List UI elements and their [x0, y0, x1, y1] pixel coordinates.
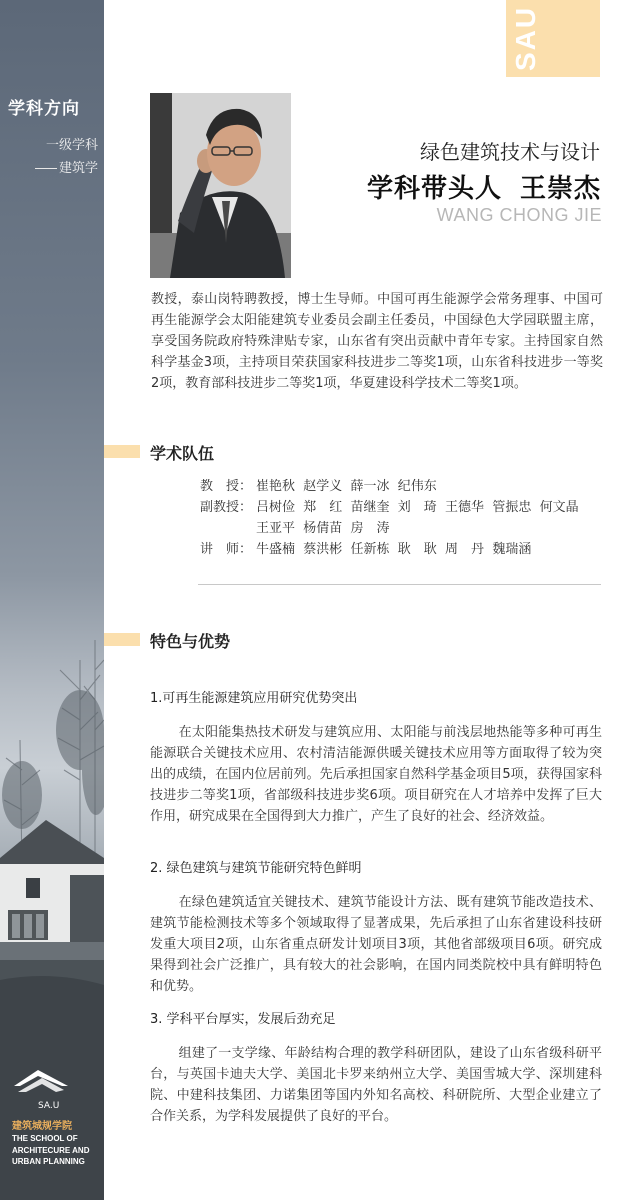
school-name-en — [12, 1133, 89, 1168]
leader-title — [367, 168, 601, 205]
portrait-image — [150, 93, 291, 278]
feature-heading: 1.可再生能源建筑应用研究优势突出 — [150, 691, 358, 706]
school-name-cn: 建筑城规学院 — [12, 1121, 72, 1132]
house-landscape-image — [0, 620, 104, 1200]
team-role: 讲 师： — [200, 542, 253, 557]
feature-heading: 3. 学科平台厚实，发展后劲充足 — [150, 1012, 336, 1027]
sidebar-secondary-discipline — [35, 157, 98, 176]
team-list — [200, 476, 616, 560]
leader-portrait — [150, 93, 291, 278]
leader-bio: 教授，泰山岗特聘教授，博士生导师。中国可再生能源学会常务理事、中国可再生能源学会太阳能建筑专业委员会副主任委员，中国绿色大学园联盟主席，享受国务院政府特殊津贴专家，山东省有突出贡献中青年专家。主持国家自然科学基金3项，主持项目荣获国家科技进步二等奖1项，山东省科技进步一等奖2项，教育部科技进步二等奖1项，华夏建设科学技术二等奖1项。 — [151, 292, 603, 391]
sidebar-primary-discipline: 一级学科 — [45, 138, 98, 153]
logo-text: SA.U — [38, 1101, 60, 1111]
sidebar — [0, 0, 104, 1200]
team-role: 副教授： — [200, 500, 253, 515]
feature-body: 在太阳能集热技术研发与建筑应用、太阳能与前浅层地热能等多种可再生能源联合关键技术应用、农村清洁能源供暖关键技术应用等方面取得了较为突出的成绩，在国内位居前列。先后承担国家自然科学基金项目5项，获得国家科技进步二等奖1项，省部级科技进步奖6项。项目研究在人才培养中发挥了巨大作用，研究成果在全国得到大力推广，产生了良好的社会、经济效益。 — [150, 725, 602, 824]
section-accent-bar — [104, 633, 140, 646]
team-names: 牛盛楠 蔡洪彬 任新栋 耿 耿 周 丹 魏瑞涵 — [256, 542, 532, 557]
feature-body: 组建了一支学缘、年龄结构合理的教学科研团队，建设了山东省级科研平台，与英国卡迪夫大学、美国北卡罗来纳州立大学、美国雪城大学、深圳建科院、中建科技集团、力诺集团等国内外知名高校、科研院所、大型企业建立了合作关系，为学科发展提供了良好的平台。 — [150, 1046, 602, 1124]
team-row — [200, 539, 616, 560]
school-name-en-line: ARCHITECURE AND — [12, 1145, 90, 1155]
leader-name-en: WANG CHONG JIE — [436, 205, 602, 225]
team-names: 崔艳秋 赵学义 薛一冰 纪伟东 — [256, 479, 437, 494]
sidebar-title: 学科方向 — [8, 99, 80, 119]
team-role: 教 授： — [200, 479, 253, 494]
sau-logo-icon — [12, 1066, 70, 1096]
team-row — [200, 497, 616, 539]
team-names: 吕树俭 郑 红 苗继奎 刘 琦 王德华 管振忠 何文晶 王亚平 杨倩苗 房 涛 — [256, 500, 579, 536]
team-row — [200, 476, 616, 497]
team-section-title: 学术队伍 — [150, 444, 215, 463]
section-accent-bar — [104, 445, 140, 458]
accent-vertical-text: SAU — [510, 5, 541, 72]
discipline-name: 绿色建筑技术与设计 — [420, 140, 600, 164]
school-logo — [12, 1066, 82, 1111]
features-section-title: 特色与优势 — [150, 632, 231, 651]
feature-body: 在绿色建筑适宜关键技术、建筑节能设计方法、既有建筑节能改造技术、建筑节能检测技术等多个领域取得了显著成果，先后承担了山东省建设科技研发重大项目2项，山东省重点研发计划项目3项，其他省部级项目6项。研究成果得到社会广泛推广，具有较大的社会影响，在国内同类院校中具有鲜明特色和优势。 — [150, 895, 602, 994]
section-divider — [198, 584, 601, 585]
sidebar-line2-text: 建筑学 — [58, 161, 98, 176]
dash-decoration — [35, 168, 57, 169]
school-name-en-line: URBAN PLANNING — [12, 1157, 85, 1166]
feature-heading: 2. 绿色建筑与建筑节能研究特色鲜明 — [150, 861, 362, 876]
leader-label: 学科带头人 — [366, 174, 502, 204]
leader-name: 王崇杰 — [519, 174, 601, 204]
school-name-en-line: THE SCHOOL OF — [12, 1134, 78, 1143]
